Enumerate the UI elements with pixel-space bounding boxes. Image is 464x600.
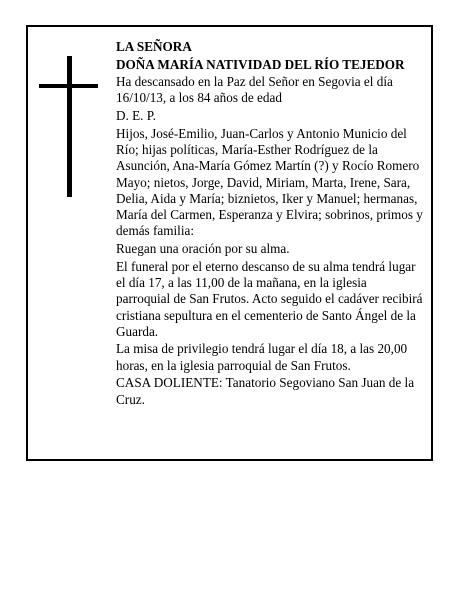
family-list: Hijos, José-Emilio, Juan-Carlos y Antonio Municio del Río; hijas políticas, María-Esther Rodríguez de la Asunción, Ana-María Gómez Martín (?) y Rocío Romero Mayo; nietos, Jorge, David, Miriam, Marta, Irene, Sara, Delia, Aida y María; biznietos, Iker y Manuel; hermanas, María del Carmen, Esperanza y Elvira; sobrinos, primos y demás familia: bbox=[116, 125, 423, 239]
mass-details: La misa de privilegio tendrá lugar el día 18, a las 20,00 horas, en la iglesia parroquial de San Frutos. bbox=[116, 341, 408, 373]
cross-icon bbox=[67, 56, 72, 197]
obituary-text bbox=[116, 39, 424, 409]
prayer-request: Ruegan una oración por su alma. bbox=[116, 241, 290, 257]
salutation: LA SEÑORA bbox=[116, 39, 192, 54]
obituary-card bbox=[26, 25, 433, 461]
cross-icon-crossbar bbox=[39, 84, 98, 88]
death-announcement: Ha descansado en la Paz del Señor en Segovia el día 16/10/13, a los 84 años de edad bbox=[116, 74, 393, 106]
funeral-details: El funeral por el eterno descanso de su alma tendrá lugar el día 17, a las 11,00 de la mañana, en la iglesia parroquial de San Frutos. Acto seguido el cadáver recibirá cristiana sepultura en el cementerio de Santo Ángel de la Guarda. bbox=[116, 258, 423, 339]
mourning-house: CASA DOLIENTE: Tanatorio Segoviano San Juan de la Cruz. bbox=[116, 375, 415, 407]
rest-in-peace: D. E. P. bbox=[116, 108, 156, 124]
deceased-name: DOÑA MARÍA NATIVIDAD DEL RÍO TEJEDOR bbox=[116, 56, 405, 72]
